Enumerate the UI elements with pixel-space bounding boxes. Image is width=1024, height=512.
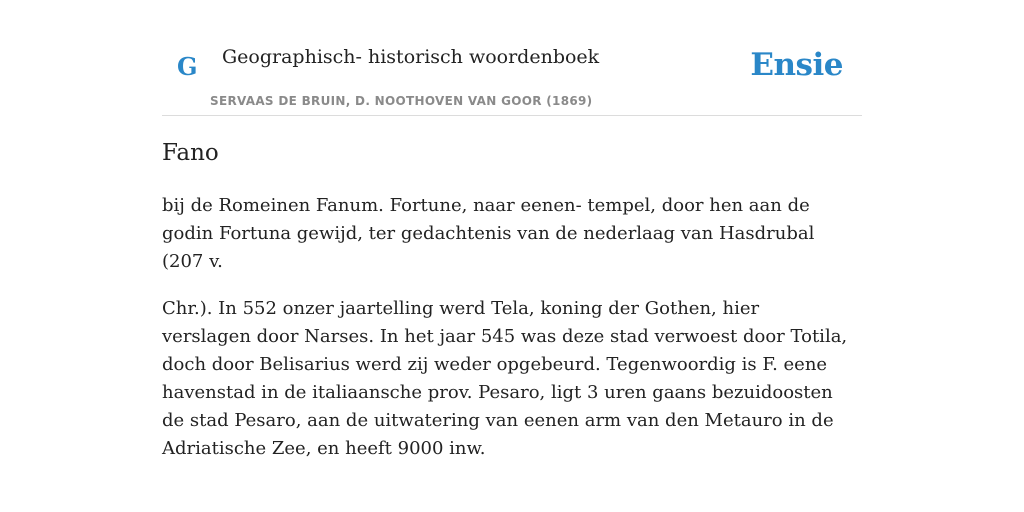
page-container	[162, 0, 862, 459]
brand-logo[interactable]: Ensie	[750, 47, 843, 83]
entry-paragraph: Chr.). In 552 onzer jaartelling werd Tela, koning der Gothen, hier verslagen door Narses. In het jaar 545 was deze stad verwoest door Totila, doch door Belisarius werd zij weder opgebeurd. Tegenwoordig is F. eene havenstad in de italiaansche prov. Pesaro, ligt 3 uren gaans bezuidoosten de stad Pesaro, aan de uitwatering van eenen arm van den Metauro in de Adriatische Zee, en heeft 9000 inw.	[162, 298, 848, 459]
entry-paragraph: bij de Romeinen Fanum. Fortune, naar eenen- tempel, door hen aan de godin Fortuna gewijd, ter gedachtenis van de nederlaag van Hasdrubal (207 v.	[162, 195, 815, 272]
entry-body	[162, 192, 852, 482]
book-header	[162, 0, 862, 116]
book-title-link[interactable]: Geographisch- historisch woordenboek	[222, 46, 600, 68]
entry-title: Fano	[162, 140, 219, 166]
book-letter-link[interactable]: G	[177, 52, 198, 81]
book-author: SERVAAS DE BRUIN, D. NOOTHOVEN VAN GOOR (1869)	[210, 94, 593, 108]
